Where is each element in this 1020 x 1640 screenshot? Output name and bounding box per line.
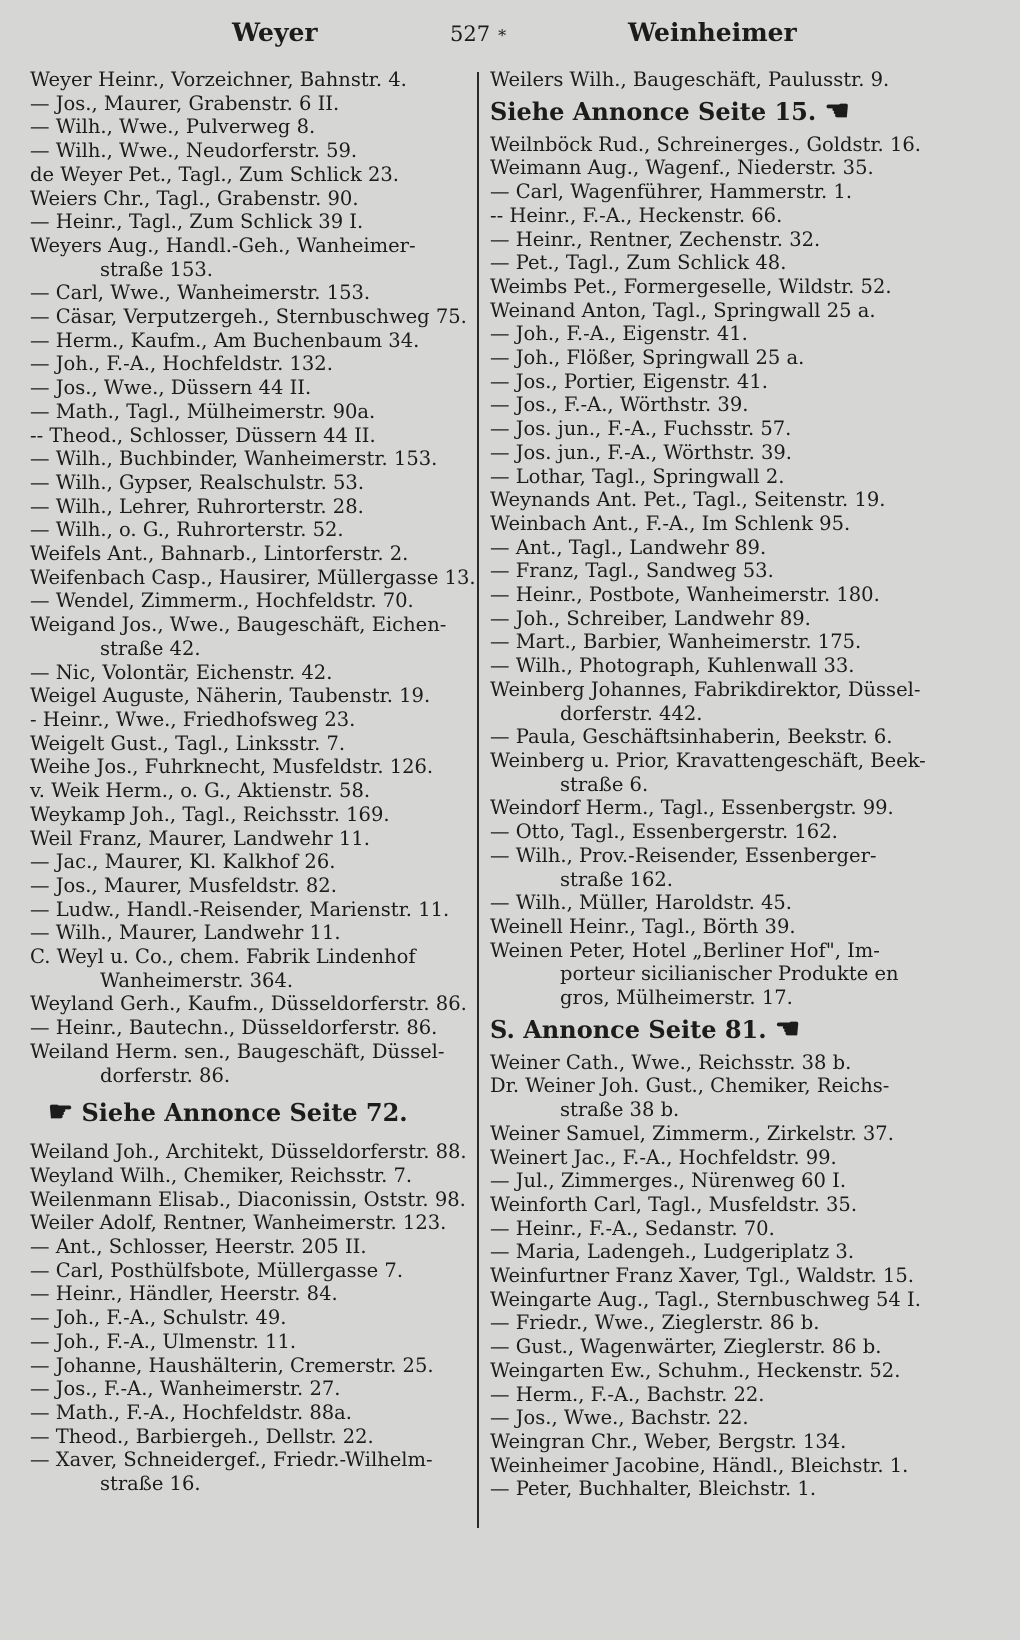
directory-entry: — Jul., Zimmerges., Nürenweg 60 I.: [490, 1169, 847, 1193]
directory-entry: — Wendel, Zimmerm., Hochfeldstr. 70.: [30, 589, 414, 613]
directory-entry-continuation: dorferstr. 442.: [560, 701, 703, 725]
header-star: *: [498, 26, 507, 45]
directory-entry-continuation: straße 42.: [100, 636, 201, 660]
advertisement-reference: [48, 1097, 462, 1128]
pointing-hand-icon: ☚: [774, 1011, 801, 1045]
directory-entry: -- Theod., Schlosser, Düssern 44 II.: [30, 423, 376, 447]
directory-entry: — Jos., F.-A., Wörthstr. 39.: [490, 393, 749, 417]
directory-entry-continuation: straße 153.: [100, 257, 213, 281]
directory-entry: — Joh., F.-A., Eigenstr. 41.: [490, 322, 748, 346]
directory-entry-continuation: Wanheimerstr. 364.: [100, 968, 294, 992]
directory-entry: — Franz, Tagl., Sandweg 53.: [490, 559, 774, 583]
directory-entry: Weigel Auguste, Näherin, Taubenstr. 19.: [30, 684, 431, 708]
directory-entry: — Jos., Maurer, Grabenstr. 6 II.: [30, 91, 340, 115]
advertisement-reference: [490, 1011, 930, 1045]
directory-entry: Weyer Heinr., Vorzeichner, Bahnstr. 4.: [30, 68, 407, 91]
directory-entry: — Ludw., Handl.-Reisender, Marienstr. 11.: [30, 897, 450, 921]
directory-entry: — Herm., Kaufm., Am Buchenbaum 34.: [30, 328, 420, 352]
directory-entry: -- Heinr., F.-A., Heckenstr. 66.: [490, 203, 783, 227]
directory-entry: — Heinr., Bautechn., Düsseldorferstr. 86.: [30, 1016, 438, 1040]
header-left-word: Weyer: [232, 18, 318, 47]
directory-entry-continuation: porteur sicilianischer Produkte en: [560, 962, 899, 986]
directory-entry: — Heinr., Rentner, Zechenstr. 32.: [490, 227, 821, 251]
directory-entry: — Theod., Barbiergeh., Dellstr. 22.: [30, 1424, 374, 1448]
directory-entry: — Carl, Wwe., Wanheimerstr. 153.: [30, 281, 371, 305]
directory-entry: — Joh., F.-A., Schulstr. 49.: [30, 1306, 287, 1330]
directory-entry: — Jos., Maurer, Musfeldstr. 82.: [30, 873, 337, 897]
directory-entry: — Cäsar, Verputzergeh., Sternbuschweg 75.: [30, 305, 467, 329]
advertisement-text: S. Annonce Seite 81.: [490, 1014, 767, 1044]
directory-entry: Weingran Chr., Weber, Bergstr. 134.: [490, 1429, 847, 1453]
directory-entry: Weilers Wilh., Baugeschäft, Paulusstr. 9.: [490, 68, 890, 91]
directory-entry: Dr. Weiner Joh. Gust., Chemiker, Reichs-: [490, 1074, 890, 1098]
directory-entry: Weinberg u. Prior, Kravattengeschäft, Beek-: [490, 748, 926, 772]
left-column: [30, 68, 476, 1496]
pointing-hand-icon: ☛: [48, 1095, 74, 1129]
directory-entry: Weifenbach Casp., Hausirer, Müllergasse 13.: [30, 565, 476, 589]
directory-entry: — Wilh., Prov.-Reisender, Essenberger-: [490, 843, 877, 867]
directory-entry: — Carl, Posthülfsbote, Müllergasse 7.: [30, 1258, 404, 1282]
directory-entry: de Weyer Pet., Tagl., Zum Schlick 23.: [30, 162, 399, 186]
directory-entry: C. Weyl u. Co., chem. Fabrik Lindenhof: [30, 945, 416, 969]
advertisement-text: Siehe Annonce Seite 15.: [490, 96, 817, 126]
directory-entry: Weifels Ant., Bahnarb., Lintorferstr. 2.: [30, 542, 409, 566]
directory-entry: — Joh., Schreiber, Landwehr 89.: [490, 606, 811, 630]
directory-entry: — Joh., Flößer, Springwall 25 a.: [490, 346, 805, 370]
directory-entry: Weinheimer Jacobine, Händl., Bleichstr. 1.: [490, 1453, 909, 1477]
directory-entry: — Math., F.-A., Hochfeldstr. 88a.: [30, 1400, 352, 1424]
directory-entry: — Paula, Geschäftsinhaberin, Beekstr. 6.: [490, 725, 893, 749]
directory-entry: — Carl, Wagenführer, Hammerstr. 1.: [490, 180, 853, 204]
column-divider: [477, 72, 479, 1528]
directory-entry: Weyers Aug., Handl.-Geh., Wanheimer-: [30, 233, 416, 257]
directory-entry: — Math., Tagl., Mülheimerstr. 90a.: [30, 399, 376, 423]
directory-entry: — Pet., Tagl., Zum Schlick 48.: [490, 251, 787, 275]
directory-entry: — Herm., F.-A., Bachstr. 22.: [490, 1382, 765, 1406]
directory-entry: — Jos. jun., F.-A., Fuchsstr. 57.: [490, 417, 792, 441]
directory-entry: Weiers Chr., Tagl., Grabenstr. 90.: [30, 186, 359, 210]
directory-entry: — Friedr., Wwe., Zieglerstr. 86 b.: [490, 1311, 820, 1335]
directory-entry: — Joh., F.-A., Hochfeldstr. 132.: [30, 352, 333, 376]
directory-entry-continuation: straße 162.: [560, 867, 673, 891]
directory-entry: — Ant., Schlosser, Heerstr. 205 II.: [30, 1235, 367, 1259]
directory-entry: Weindorf Herm., Tagl., Essenbergstr. 99.: [490, 796, 894, 820]
directory-entry: — Jos., F.-A., Wanheimerstr. 27.: [30, 1377, 341, 1401]
directory-entry: Weiland Joh., Architekt, Düsseldorferstr. 88.: [30, 1140, 467, 1164]
directory-entry: Weinen Peter, Hotel „Berliner Hof", Im-: [490, 938, 880, 962]
directory-entry-continuation: gros, Mülheimerstr. 17.: [560, 986, 793, 1010]
directory-entry: — Lothar, Tagl., Springwall 2.: [490, 464, 785, 488]
directory-entry: — Maria, Ladengeh., Ludgeriplatz 3.: [490, 1240, 855, 1264]
directory-entry: — Xaver, Schneidergef., Friedr.-Wilhelm-: [30, 1448, 433, 1472]
right-column: [490, 68, 930, 1501]
directory-entry: - Heinr., Wwe., Friedhofsweg 23.: [30, 707, 356, 731]
page-number-value: 527: [450, 22, 491, 46]
directory-entry: Weinbach Ant., F.-A., Im Schlenk 95.: [490, 511, 851, 535]
directory-entry: — Wilh., Wwe., Neudorferstr. 59.: [30, 139, 358, 163]
directory-entry: — Jos., Portier, Eigenstr. 41.: [490, 369, 768, 393]
directory-entry: — Joh., F.-A., Ulmenstr. 11.: [30, 1329, 297, 1353]
header-right-word: Weinheimer: [628, 18, 797, 47]
directory-entry: — Wilh., Lehrer, Ruhrorterstr. 28.: [30, 494, 364, 518]
directory-entry: Weingarten Ew., Schuhm., Heckenstr. 52.: [490, 1358, 901, 1382]
directory-entry: — Jos., Wwe., Düssern 44 II.: [30, 376, 312, 400]
advertisement-text: Siehe Annonce Seite 72.: [81, 1098, 408, 1128]
directory-entry: Weiner Samuel, Zimmerm., Zirkelstr. 37.: [490, 1121, 894, 1145]
directory-entry: Weihe Jos., Fuhrknecht, Musfeldstr. 126.: [30, 755, 434, 779]
directory-entry: — Otto, Tagl., Essenbergerstr. 162.: [490, 820, 838, 844]
directory-entry: Weimann Aug., Wagenf., Niederstr. 35.: [490, 156, 874, 180]
directory-entry: — Johanne, Haushälterin, Cremerstr. 25.: [30, 1353, 434, 1377]
directory-entry: Weykamp Joh., Tagl., Reichsstr. 169.: [30, 802, 390, 826]
directory-entry: Weynands Ant. Pet., Tagl., Seitenstr. 19.: [490, 488, 886, 512]
directory-entry: — Gust., Wagenwärter, Zieglerstr. 86 b.: [490, 1335, 882, 1359]
directory-entry-continuation: straße 38 b.: [560, 1098, 680, 1122]
directory-entry: Weigelt Gust., Tagl., Linksstr. 7.: [30, 731, 346, 755]
directory-entry: v. Weik Herm., o. G., Aktienstr. 58.: [30, 779, 371, 803]
directory-entry: — Jos. jun., F.-A., Wörthstr. 39.: [490, 440, 792, 464]
directory-entry: Weinforth Carl, Tagl., Musfeldstr. 35.: [490, 1192, 858, 1216]
advertisement-reference: [490, 93, 930, 127]
directory-entry: Weinberg Johannes, Fabrikdirektor, Düssel-: [490, 677, 921, 701]
directory-entry: — Wilh., Maurer, Landwehr 11.: [30, 921, 341, 945]
directory-entry: — Mart., Barbier, Wanheimerstr. 175.: [490, 630, 862, 654]
pointing-hand-icon: ☚: [824, 93, 850, 127]
directory-entry: — Heinr., F.-A., Sedanstr. 70.: [490, 1216, 775, 1240]
directory-entry: Weinell Heinr., Tagl., Börth 39.: [490, 914, 796, 938]
directory-entry: Weinert Jac., F.-A., Hochfeldstr. 99.: [490, 1145, 837, 1169]
directory-entry: Weimbs Pet., Formergeselle, Wildstr. 52.: [490, 274, 892, 298]
directory-entry: Weinfurtner Franz Xaver, Tgl., Waldstr. 15.: [490, 1264, 914, 1288]
directory-entry-continuation: straße 16.: [100, 1472, 201, 1496]
directory-entry: — Heinr., Händler, Heerstr. 84.: [30, 1282, 338, 1306]
directory-entry: — Peter, Buchhalter, Bleichstr. 1.: [490, 1477, 817, 1501]
directory-entry: Weiler Adolf, Rentner, Wanheimerstr. 123.: [30, 1211, 447, 1235]
directory-entry: — Wilh., Müller, Haroldstr. 45.: [490, 891, 792, 915]
directory-entry: — Wilh., Photograph, Kuhlenwall 33.: [490, 654, 855, 678]
directory-entry: Weiland Herm. sen., Baugeschäft, Düssel-: [30, 1039, 445, 1063]
directory-entry: — Jos., Wwe., Bachstr. 22.: [490, 1406, 749, 1430]
directory-entry: — Wilh., Buchbinder, Wanheimerstr. 153.: [30, 447, 438, 471]
directory-entry: — Ant., Tagl., Landwehr 89.: [490, 535, 767, 559]
directory-entry: Weyland Gerh., Kaufm., Düsseldorferstr. 86.: [30, 992, 467, 1016]
directory-entry: — Heinr., Tagl., Zum Schlick 39 I.: [30, 210, 364, 234]
directory-entry: Weilnböck Rud., Schreinerges., Goldstr. 16.: [490, 132, 921, 156]
directory-entry: — Wilh., Gypser, Realschulstr. 53.: [30, 470, 365, 494]
directory-entry: — Heinr., Postbote, Wanheimerstr. 180.: [490, 583, 880, 607]
directory-entry: — Wilh., Wwe., Pulverweg 8.: [30, 115, 316, 139]
directory-entry: — Jac., Maurer, Kl. Kalkhof 26.: [30, 850, 336, 874]
directory-entry-continuation: straße 6.: [560, 772, 649, 796]
directory-entry: — Nic, Volontär, Eichenstr. 42.: [30, 660, 333, 684]
directory-entry: Weil Franz, Maurer, Landwehr 11.: [30, 826, 370, 850]
directory-entry: Weiner Cath., Wwe., Reichsstr. 38 b.: [490, 1050, 852, 1074]
directory-entry: Weilenmann Elisab., Diaconissin, Oststr. 98.: [30, 1187, 466, 1211]
directory-entry: Weingarte Aug., Tagl., Sternbuschweg 54 I.: [490, 1287, 921, 1311]
page-number: [450, 22, 506, 46]
directory-entry: — Wilh., o. G., Ruhrorterstr. 52.: [30, 518, 344, 542]
directory-entry: Weigand Jos., Wwe., Baugeschäft, Eichen-: [30, 613, 447, 637]
directory-entry: Weinand Anton, Tagl., Springwall 25 a.: [490, 298, 876, 322]
directory-entry-continuation: dorferstr. 86.: [100, 1063, 231, 1087]
directory-entry: Weyland Wilh., Chemiker, Reichsstr. 7.: [30, 1163, 413, 1187]
